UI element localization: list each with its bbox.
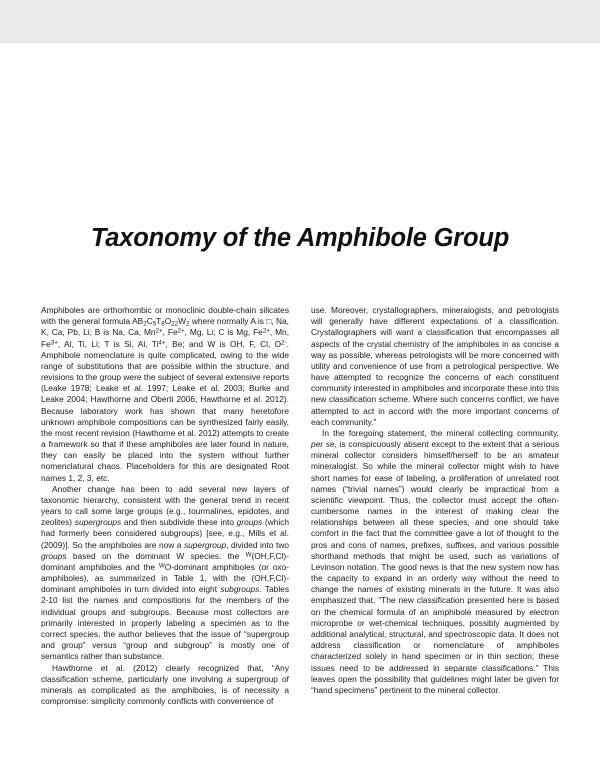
italic-term-groups: groups xyxy=(41,550,67,561)
text-run: O-dominant amphiboles (or oxo-amphiboles), as summarized in Table 1, with the (OH,F,Cl)-dominant amphiboles in turn divided into eight xyxy=(41,561,289,595)
formula-subscript: 5 xyxy=(152,320,157,328)
text-run: Amphiboles are orthorhombic or monoclinic double-chain silicates with the general formula AB xyxy=(41,305,289,327)
text-run: In the foregoing statement, the mineral collecting community, xyxy=(322,427,559,438)
formula-subscript: 2 xyxy=(186,320,190,328)
ion-charge-superscript: 2+ xyxy=(155,327,163,335)
ion-charge-superscript: 2+ xyxy=(177,327,185,335)
text-run: . Tables 2-10 list the names and compositions for the members of the individual groups and subgroups. Because most collectors are primarily interested in properly labeling a specimen as to the correct species, the author believes that the issue of “supergroup and group” versus “group and subgroup” is mostly one of semantics rather than substance. xyxy=(41,584,289,662)
text-run: (which had formerly been considered subgroups) [see, e.g., Mills et al. (2009)]. So the amphiboles are now a xyxy=(41,517,290,550)
ion-charge-superscript: 2- xyxy=(281,338,287,346)
right-column xyxy=(311,305,559,707)
ion-charge-superscript: 3+ xyxy=(50,338,58,346)
formula-subscript: 8 xyxy=(161,320,165,328)
text-run: , Mg, Li; C is Mg, Fe xyxy=(184,327,263,338)
text-run: (OH,F,Cl)-dominant amphiboles and the xyxy=(41,550,289,572)
text-run: , Fe xyxy=(162,327,178,338)
text-run: . Amphibole nomenclature is quite complicated, owing to the wide range of substitutions that are possible within the structure, and revisions to the group were the subject of several extensive reports (Leake 1978; Leake et al. 1997; Leake et al. 2003; Burke and Leake 2004; Hawthorne and Oberti 2006; Hawthorne et al. 2012). Because laboratory work has shown that many heretofore unknown amphibole compositions can be synthesized fairly easily, the most recent revision (Hawthorne et al. 2012) attempts to create a framework so that if these amphiboles are later found in nature, they can easily be placed into the system without further nomenclatural chaos. Placeholders for this are designated Root names 1, 2, 3, etc. xyxy=(41,338,289,483)
italic-term-groups: groups xyxy=(236,517,263,528)
two-column-body xyxy=(41,305,559,707)
text-run: W xyxy=(178,316,187,327)
text-run: , Al, Ti, Li; T is Si, Al, Ti xyxy=(57,338,159,349)
italic-term-supergroups: supergroups xyxy=(74,517,122,528)
site-label-superscript-w: W xyxy=(158,562,165,570)
paragraph-classification-expectations: use. Moreover, crystallographers, mineralogists, and petrologists will generally have different expectations of a classification. Crystallographers will want a classification that encompasses all aspects of the crystal chemistry of the amphiboles in as concise a way as possible, whereas petrologists will be more concerned with utility and convenience of use from a petrological perspective. We have attempted to recognize the concerns of each constituent community interested in amphiboles and incorporate these into this new classification scheme. Where such concerns conflict, we have attempted to act in accord with the more important concerns of each community.” xyxy=(311,305,559,427)
text-run: Another change has been to add several new layers of taxonomic hierarchy, consistent with the general trend in recent years to call some large groups (e.g., tourmalines, epidotes, and zeolites) xyxy=(41,483,289,528)
formula-subscript: 2 xyxy=(143,320,147,328)
text-run: , Mn, Fe xyxy=(41,327,290,349)
page-title: Taxonomy of the Amphibole Group xyxy=(90,224,510,252)
document-page xyxy=(0,43,600,777)
paragraph-hawthorne-quote: Hawthorne et al. (2012) clearly recognized that, “Any classification scheme, particularly one involving a supergroup of minerals as complicated as the amphiboles, is of necessity a compromise: simplicity commonly conflicts with convenience of xyxy=(41,662,289,707)
paragraph-taxonomic-hierarchy xyxy=(41,484,289,663)
paragraph-collecting-community xyxy=(311,428,559,696)
text-run: where normally A is □, Na, K, Ca, Pb, Li; B is Na, Ca, Mn xyxy=(41,316,289,338)
viewer-top-band xyxy=(0,0,600,43)
text-run: , divided into two xyxy=(226,539,290,550)
text-run: based on the dominant W species: the xyxy=(66,550,246,561)
left-column xyxy=(41,305,289,707)
site-label-superscript-w: W xyxy=(245,551,252,559)
text-run: O xyxy=(164,316,172,327)
text-run: , is conspicuously absent except to the extent that a serious mineral collector considers himself/herself to be an amateur mineralogist. So while the mineral collector might wish to have short names for ease of labeling, a proliferation of unrelated root names (“trivial names”) would clearly be impractical from a scientific viewpoint. Thus, the collector must accept the often-cumbersome names in the interest of making clear the relationships between all these species, and one should take comfort in the fact that the committee gave a lot of thought to the pros and cons of names, prefixes, suffixes, and various possible shorthand methods that might be used, such as variations of Levinson notation. The good news is that the new system now has the capacity to expand in an orderly way without the need to change the names of existing minerals in the future. It was also emphasized that, “The new classification presented here is based on the chemical formula of an amphibole measured by electron microprobe or wet-chemical techniques, possibly augmented by additional analytical, structural, and spectroscopic data. It does not address classification or nomenclature of amphiboles characterized solely in hand specimen or in thin section; these issues need to be addressed in separate classifications.” This leaves open the possibility that guidelines might later be given for “hand specimens” pertinent to the mineral collector. xyxy=(311,439,559,695)
italic-term-subgroups: subgroups xyxy=(220,584,260,595)
formula-subscript: 22 xyxy=(171,320,179,328)
text-run: and then subdivide these into xyxy=(121,517,237,528)
italic-term-supergroup: supergroup xyxy=(183,539,227,550)
text-run: , Be; and W is OH, F, Cl, O xyxy=(165,338,282,349)
ion-charge-superscript: 2+ xyxy=(262,327,270,335)
italic-term-per-se: per se xyxy=(311,439,335,450)
text-run: C xyxy=(146,316,153,327)
text-run: T xyxy=(156,316,162,327)
ion-charge-superscript: 4+ xyxy=(158,338,166,346)
paragraph-intro-formula xyxy=(41,305,289,484)
